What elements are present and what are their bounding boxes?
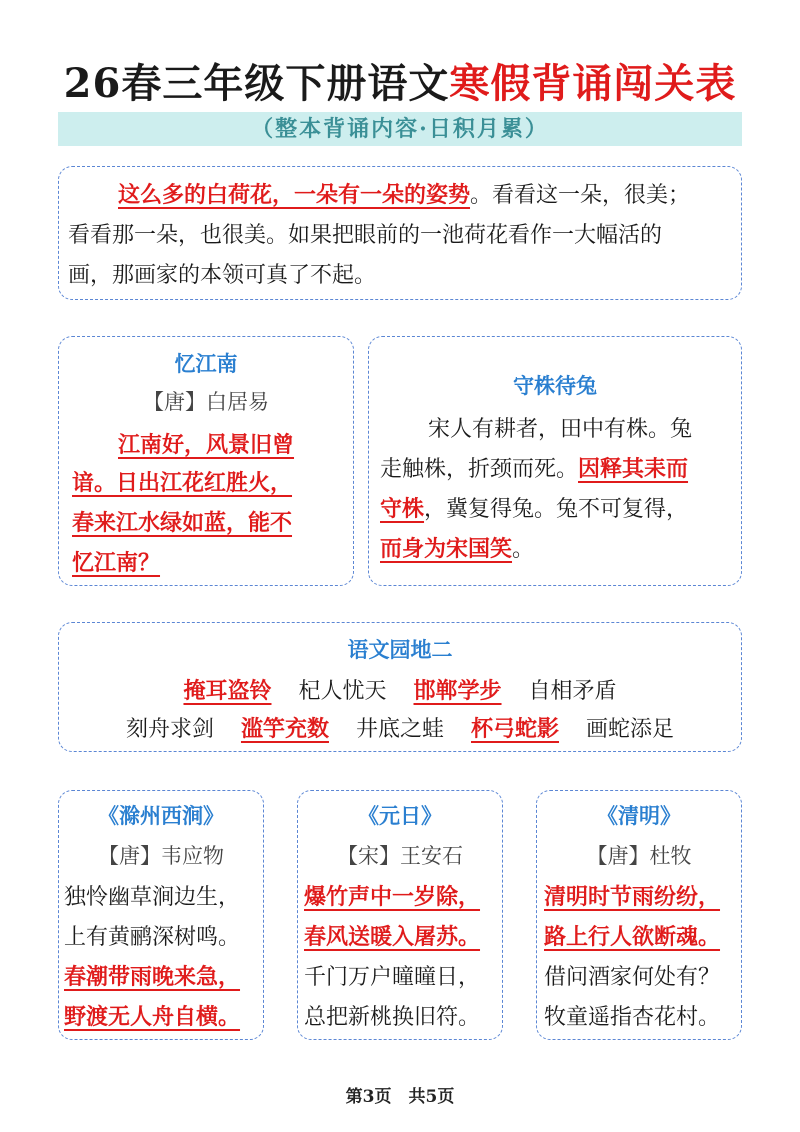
idiom-3: 邯郸学步 (413, 678, 502, 704)
idiom-row-2 (58, 712, 742, 743)
poem-jiangnan-title: 忆江南 (174, 351, 238, 376)
story-line-3-red: 守株 (380, 496, 425, 522)
story-shouzhu-title: 守株待兔 (513, 373, 597, 398)
poem-qingming-line-1: 清明时节雨纷纷， (544, 884, 721, 910)
poem-chuzhou-author: 【唐】韦应物 (98, 844, 224, 868)
idiom-4: 自相矛盾 (528, 679, 617, 704)
title-red: 寒假背诵闯关表 (449, 60, 737, 107)
story-line-3-black: ，冀复得兔。兔不可复得， (424, 497, 689, 522)
poem-jiangnan-line-3: 春来江水绿如蓝，能不 (72, 510, 293, 536)
poem-qingming-author: 【唐】杜牧 (586, 844, 692, 868)
poem-yuanri-line-1: 爆竹声中一岁除， (304, 884, 481, 910)
passage-line-1 (118, 178, 690, 209)
poem-chuzhou-line-4: 野渡无人舟自横。 (64, 1004, 241, 1030)
poem-jiangnan-author: 【唐】白居易 (143, 390, 269, 414)
poem-chuzhou-line-1: 独怜幽草涧边生， (64, 885, 241, 910)
poem-yuanri-title: 《元日》 (358, 803, 442, 828)
poem-qingming-line-3: 借问酒家何处有？ (544, 965, 721, 990)
idiom-6: 滥竽充数 (240, 716, 329, 742)
poem-chuzhou-title: 《滁州西涧》 (98, 803, 224, 828)
page-number: 第3页 共5页 (345, 1087, 455, 1107)
passage-black-text: 。看看这一朵，很美； (470, 183, 691, 208)
yuwen-yuandi-title: 语文园地二 (347, 637, 453, 662)
poem-chuzhou-line-2: 上有黄鹂深树鸣。 (64, 925, 241, 950)
story-line-4-red: 而身为宋国笑 (380, 536, 513, 562)
poem-yuanri-line-4: 总把新桃换旧符。 (304, 1005, 481, 1030)
idiom-row-1 (58, 674, 742, 705)
passage-red-text: 这么多的白荷花，一朵有一朵的姿势 (118, 182, 471, 208)
idiom-8: 杯弓蛇影 (471, 716, 560, 742)
story-line-4-black: 。 (512, 537, 535, 562)
story-line-2-red: 因释其耒而 (578, 456, 689, 482)
poem-qingming-title: 《清明》 (597, 803, 681, 828)
poem-qingming-line-4: 牧童遥指杏花村。 (544, 1005, 721, 1030)
poem-yuanri-line-2: 春风送暖入屠苏。 (304, 924, 481, 950)
story-line-3 (380, 492, 688, 523)
poem-jiangnan-line-2: 谙。日出江花红胜火， (72, 470, 293, 496)
idiom-7: 井底之蛙 (355, 717, 444, 742)
story-line-4 (380, 532, 534, 563)
poem-qingming-line-2: 路上行人欲断魂。 (544, 924, 721, 950)
passage-line-2: 看看那一朵，也很美。如果把眼前的一池荷花看作一大幅活的 (68, 223, 663, 248)
idiom-9: 画蛇添足 (586, 717, 675, 742)
poem-jiangnan-line-4: 忆江南？ (72, 550, 161, 576)
story-line-1: 宋人有耕者，田中有株。兔 (428, 417, 693, 442)
idiom-5: 刻舟求剑 (125, 717, 214, 742)
idiom-2: 杞人忧天 (298, 679, 387, 704)
story-line-2-black: 走触株，折颈而死。 (380, 457, 579, 482)
poem-jiangnan-line-1: 江南好，风景旧曾 (118, 432, 295, 458)
story-line-2 (380, 452, 688, 483)
title-black: 26春三年级下册语文 (63, 60, 450, 107)
idiom-1: 掩耳盗铃 (183, 678, 272, 704)
subtitle-bar: （整本背诵内容·日积月累） (58, 112, 742, 146)
passage-line-3: 画，那画家的本领可真了不起。 (68, 263, 377, 288)
page-title (0, 52, 800, 109)
poem-chuzhou-line-3: 春潮带雨晚来急， (64, 964, 241, 990)
poem-yuanri-line-3: 千门万户曈曈日， (304, 965, 481, 990)
poem-yuanri-author: 【宋】王安石 (337, 844, 463, 868)
